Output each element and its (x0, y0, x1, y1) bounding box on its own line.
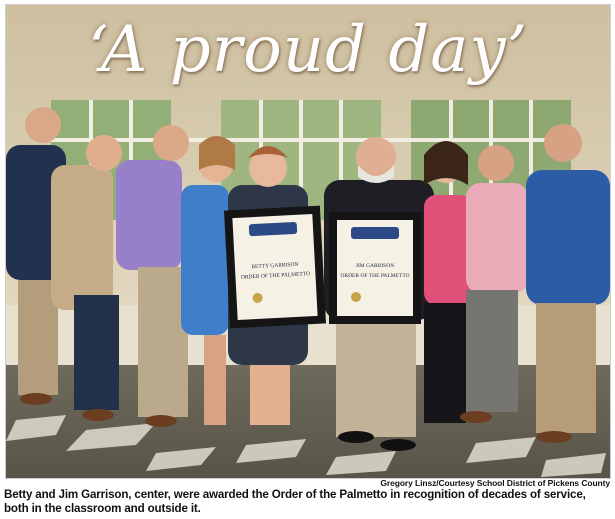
certificate-name: BETTY GARRISON (251, 261, 299, 271)
photo-caption: Betty and Jim Garrison, center, were awarded the Order of the Palmetto in recognition of decades of service, both in the classroom and outside it. (4, 488, 586, 515)
news-photo (5, 4, 611, 479)
photo-credit: Gregory Linsz/Courtesy School District of Pickens County (380, 478, 610, 488)
certificate-award: ORDER OF THE PALMETTO (340, 273, 410, 279)
certificate-betty (224, 206, 326, 329)
certificate-award: ORDER OF THE PALMETTO (240, 271, 311, 281)
headline: ‘A proud day’ (88, 13, 528, 87)
certificate-name: JIM GARRISON (355, 263, 395, 269)
certificate-jim (329, 212, 421, 324)
